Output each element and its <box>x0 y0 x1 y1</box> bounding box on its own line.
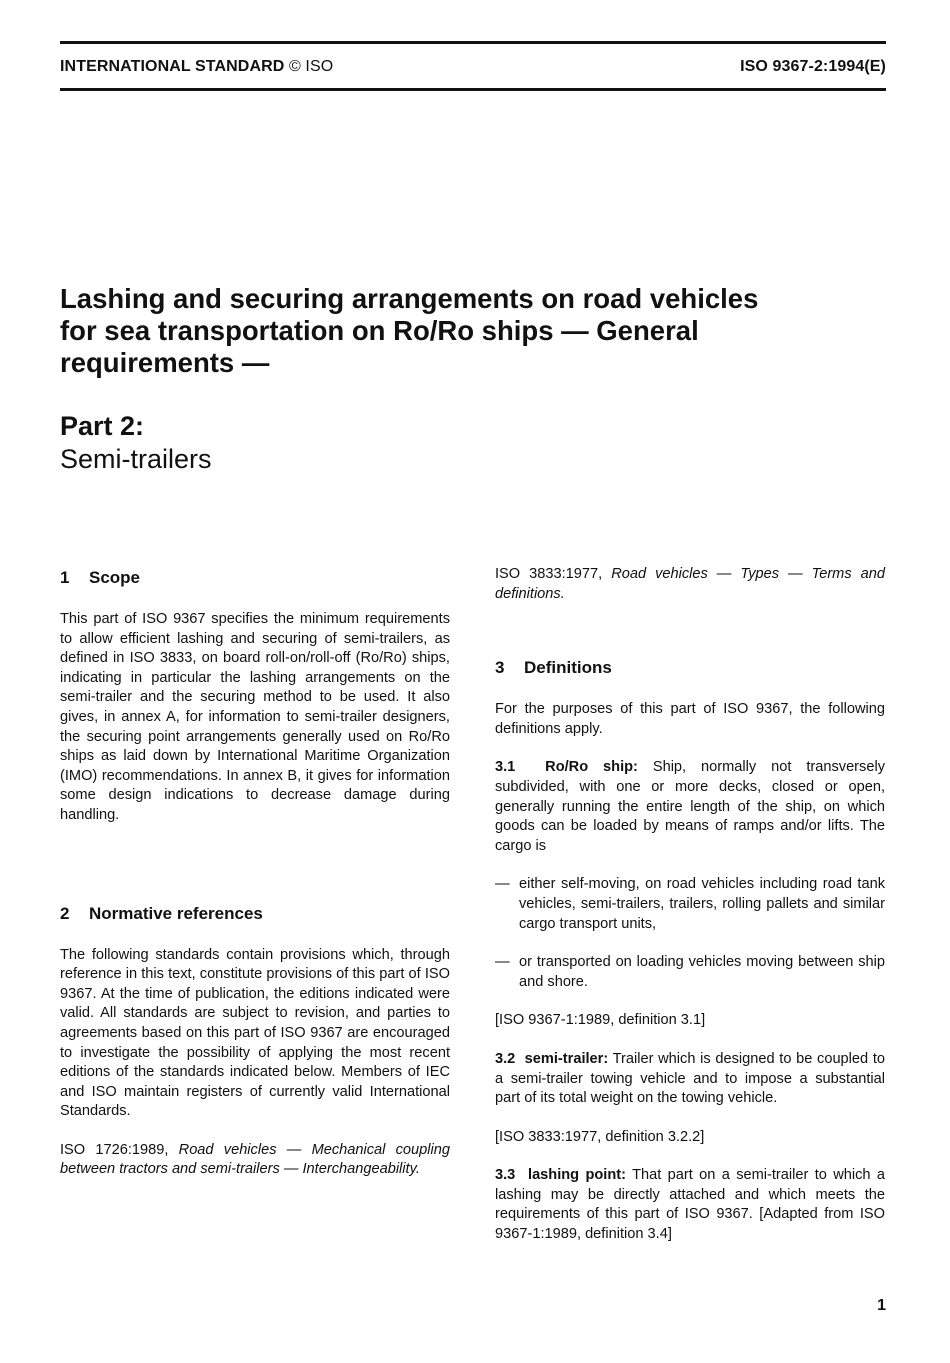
document-title <box>60 283 860 379</box>
list-item-text: either self-moving, on road vehicles including road tank vehicles, semi-trailers, trailers, rolling pallets and similar cargo transport units, <box>519 876 885 932</box>
reference-code: ISO 1726:1989, <box>60 1141 169 1158</box>
definition-text: Trailer which is designed to be coupled to a semi-trailer towing vehicle and to impose a substantial part of its total weight on the towing vehicle. <box>495 1050 886 1107</box>
reference-code: ISO 3833:1977, <box>495 566 603 582</box>
section-heading-scope <box>60 565 450 591</box>
definitions-intro: For the purposes of this part of ISO 9367, the following definitions apply. <box>495 701 885 737</box>
header-copyright: © ISO <box>288 58 334 75</box>
definition-term: semi-trailer: <box>524 1050 609 1067</box>
reference-iso-3833 <box>495 565 885 604</box>
header-left <box>60 58 333 76</box>
section-number: 3 <box>495 658 505 678</box>
definition-list <box>495 875 885 992</box>
part-subtitle: Semi-trailers <box>60 444 212 474</box>
header-top-rule <box>60 41 886 44</box>
definition-text: Ship, normally not transversely subdivided, with one or more decks, closed or open, generally running the entire length of the ship, on which goods can be loaded by means of ramps and/or lifts. The cargo is <box>495 759 885 854</box>
header-document-number: ISO 9367-2:1994(E) <box>740 58 886 75</box>
definition-text: That part on a semi-trailer to which a lashing may be directly attached and which meets the requirements of this part of ISO 9367. [Adapted from ISO 9367-1:1989, definition 3.4] <box>495 1167 886 1243</box>
section-heading-definitions <box>495 655 885 681</box>
definition-semi-trailer <box>495 1050 885 1109</box>
list-item-text: or transported on loading vehicles moving between ship and shore. <box>519 954 885 990</box>
definition-number: 3.3 <box>495 1167 516 1184</box>
title-line: requirements — <box>60 347 270 378</box>
left-column <box>60 565 450 1199</box>
section-heading-normative-references <box>60 901 450 927</box>
title-line: for sea transportation on Ro/Ro ships — General <box>60 315 699 346</box>
definition-term: lashing point: <box>528 1167 626 1184</box>
dash-bullet: — <box>495 876 510 893</box>
title-line: Lashing and securing arrangements on road vehicles <box>60 283 759 314</box>
part-label: Part 2: <box>60 411 145 441</box>
list-item <box>495 875 885 934</box>
reference-iso-1726 <box>60 1141 450 1180</box>
header-bottom-rule <box>60 88 886 91</box>
list-item <box>495 953 885 992</box>
section-title: Definitions <box>524 658 612 678</box>
header-standard-label: INTERNATIONAL STANDARD <box>60 58 285 75</box>
reference-title: Road vehicles — Types — Terms and definitions. <box>495 566 885 602</box>
definition-ro-ro-ship <box>495 758 885 856</box>
definition-source: [ISO 9367-1:1989, definition 3.1] <box>495 1012 706 1029</box>
spacer <box>60 845 450 901</box>
page-number: 1 <box>877 1297 886 1314</box>
normative-paragraph: The following standards contain provisions which, through reference in this text, constitute provisions of this part of ISO 9367. At the time of publication, the editions indicated were valid. All standards are subject to revision, and parties to agreements based on this part of ISO 9367 are encouraged to investigate the possibility of applying the most recent editions of the standards indicated below. Members of IEC and ISO maintain registers of currently valid International Standards. <box>60 946 450 1120</box>
definition-number: 3.1 <box>495 759 516 776</box>
right-column <box>495 565 885 1264</box>
section-title: Scope <box>89 568 141 587</box>
definition-number: 3.2 <box>495 1050 516 1067</box>
section-number: 1 <box>60 568 70 587</box>
scope-paragraph: This part of ISO 9367 specifies the minimum requirements to allow efficient lashing and securing of semi-trailers, as defined in ISO 3833, on board roll-on/roll-off (Ro/Ro) ships, indicating in particular the lashing arrangements on the semi-trailer and the securing method to be used. It also gives, in annex A, for information to semi-trailer designers, the securing point arrangements generally used on Ro/Ro ships as laid down by International Maritime Organization (IMO) recommendations. In annex B, it gives for information some design indications to decrease damage during handling. <box>60 611 450 823</box>
definition-term: Ro/Ro ship: <box>545 759 638 776</box>
spacer <box>495 623 885 655</box>
dash-bullet: — <box>495 954 510 971</box>
reference-title: Road vehicles — Mechanical coupling between tractors and semi-trailers — Interchangeability. <box>60 1141 450 1178</box>
section-number: 2 <box>60 903 70 923</box>
definition-source: [ISO 3833:1977, definition 3.2.2] <box>495 1128 705 1145</box>
section-title: Normative references <box>89 903 263 923</box>
definition-lashing-point <box>495 1166 885 1244</box>
